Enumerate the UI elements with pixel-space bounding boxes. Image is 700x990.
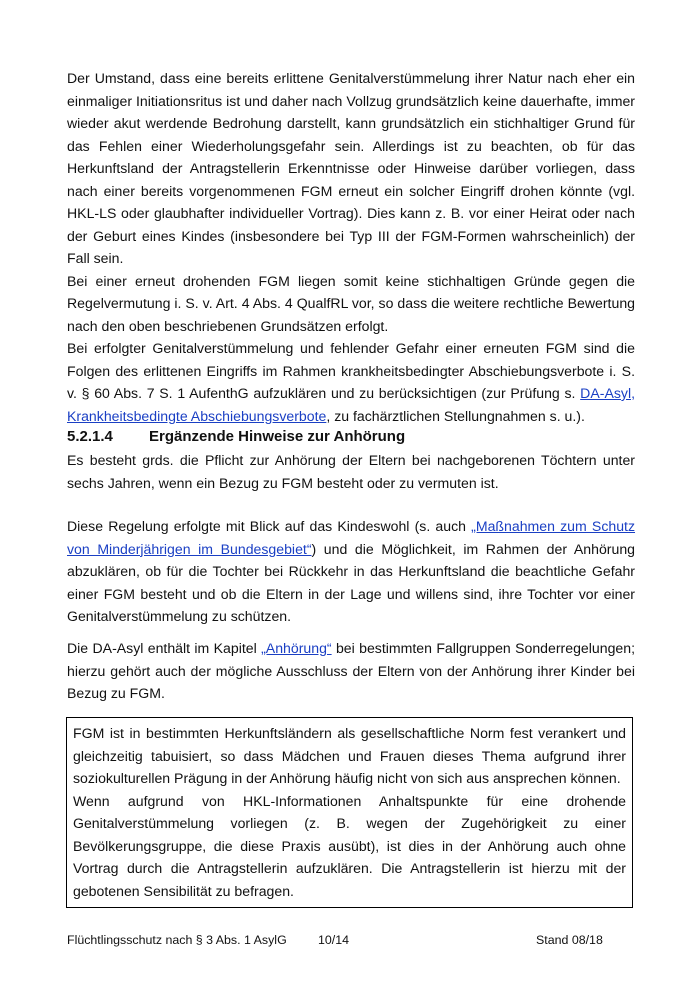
body-paragraph-2 xyxy=(67,515,635,628)
link-massnahmen-schutz-minderjaehrige[interactable]: „Maßnahmen zum Schutz von Minderjährigen im Bundesgebiet“ xyxy=(67,518,636,557)
footer-document-title: Flüchtlingsschutz nach § 3 Abs. 1 AsylG xyxy=(67,933,287,947)
body-paragraph-2-block xyxy=(67,515,635,628)
intro-paragraph-3-text-b: , zu fachärztlichen Stellungnahmen s. u.). xyxy=(326,407,585,424)
section-number: 5.2.1.4 xyxy=(67,428,113,445)
intro-text-block xyxy=(67,67,635,427)
body-paragraph-3-block xyxy=(67,637,635,705)
footer-page-number: 10/14 xyxy=(318,933,350,947)
body-paragraph-1: Es besteht grds. die Pflicht zur Anhörung der Eltern bei nachgeborenen Töchtern unter sechs Jahren, wenn ein Bezug zu FGM besteht oder zu vermuten ist. xyxy=(67,452,635,491)
body-paragraph-2-text-b: ) und die Möglichkeit, im Rahmen der Anhörung abzuklären, ob für die Tochter bei Rückkehr in das Herkunftsland die beachtliche Gefahr einer FGM besteht und ob die Eltern in der Lage und willens sind, ihre Tochter vor einer Genitalverstümmelung zu schützen. xyxy=(67,540,635,624)
link-krankheitsbedingte-abschiebungsverbote[interactable]: DA-Asyl, Krankheitsbedingte Abschiebungsverbote xyxy=(67,385,635,424)
notice-paragraph-1: FGM ist in bestimmten Herkunftsländern als gesellschaftliche Norm fest verankert und gleichzeitig tabuisiert, so dass Mädchen und Frauen dieses Thema aufgrund ihrer soziokulturellen Prägung in der Anhörung häufig nicht von sich aus ansprechen können. xyxy=(73,725,626,786)
section-title: Ergänzende Hinweise zur Anhörung xyxy=(149,428,406,445)
intro-paragraph-3-text-a: Bei erfolgter Genitalverstümmelung und fehlender Gefahr einer erneuten FGM sind die Folgen des erlittenen Eingriffs im Rahmen krankheitsbedingter Abschiebungsverbote i. S. v. § 60 Abs. 7 S. 1 AufenthG aufzuklären und zu berücksichtigen (zur Prüfung s. xyxy=(67,340,635,401)
body-paragraph-1-block xyxy=(67,449,635,494)
body-paragraph-2-text-a: Diese Regelung erfolgte mit Blick auf das Kindeswohl (s. auch xyxy=(67,518,472,534)
footer-version: Stand 08/18 xyxy=(536,933,603,947)
intro-paragraph-2: Bei einer erneut drohenden FGM liegen somit keine stichhaltigen Gründe gegen die Regelvermutung i. S. v. Art. 4 Abs. 4 QualfRL vor, so dass die weitere rechtliche Bewertung nach den oben beschriebenen Grundsätzen erfolgt. xyxy=(67,272,635,334)
page-footer xyxy=(67,933,635,951)
body-paragraph-3-text-b: bei bestimmten Fallgruppen Sonderregelungen; hierzu gehört auch der mögliche Ausschluss der Eltern von der Anhörung ihrer Kinder bei Bezug zu FGM. xyxy=(67,640,635,701)
intro-paragraph-3 xyxy=(67,337,635,427)
intro-paragraph-1: Der Umstand, dass eine bereits erlittene Genitalverstümmelung ihrer Natur nach eher ein einmaliger Initiationsritus ist und daher nach Vollzug grundsätzlich keine dauerhafte, immer wieder akut werdende Bedrohung darstellt, kann grundsätzlich ein stichhaltiger Grund für das Fehlen einer Wiederholungsgefahr sein. Allerdings ist zu beachten, ob für das Herkunftsland der Antragstellerin Erkenntnisse oder Hinweise darüber vorliegen, dass nach einer bereits vorgenommenen FGM erneut ein solcher Eingriff drohen könnte (vgl. HKL-LS oder glaubhafter individueller Vortrag). Dies kann z. B. vor einer Heirat oder nach der Geburt eines Kindes (insbesondere bei Typ III der FGM-Formen wahrscheinlich) der Fall sein. xyxy=(67,70,635,266)
body-paragraph-3 xyxy=(67,637,635,705)
link-anhoerung[interactable]: „Anhörung“ xyxy=(261,640,332,656)
notice-paragraph-2: Wenn aufgrund von HKL-Informationen Anhaltspunkte für eine drohende Genitalverstümmelung vorliegen (z. B. wegen der Zugehörigkeit zu einer Bevölkerungsgruppe, die diese Praxis ausübt), ist dies in der Anhörung auch ohne Vortrag durch die Antragstellerin aufzuklären. Die Antragstellerin ist hierzu mit der gebotenen Sensibilität zu befragen. xyxy=(73,792,626,899)
notice-box xyxy=(66,717,633,908)
section-heading xyxy=(67,426,405,448)
body-paragraph-3-text-a: Die DA-Asyl enthält im Kapitel xyxy=(67,640,262,656)
